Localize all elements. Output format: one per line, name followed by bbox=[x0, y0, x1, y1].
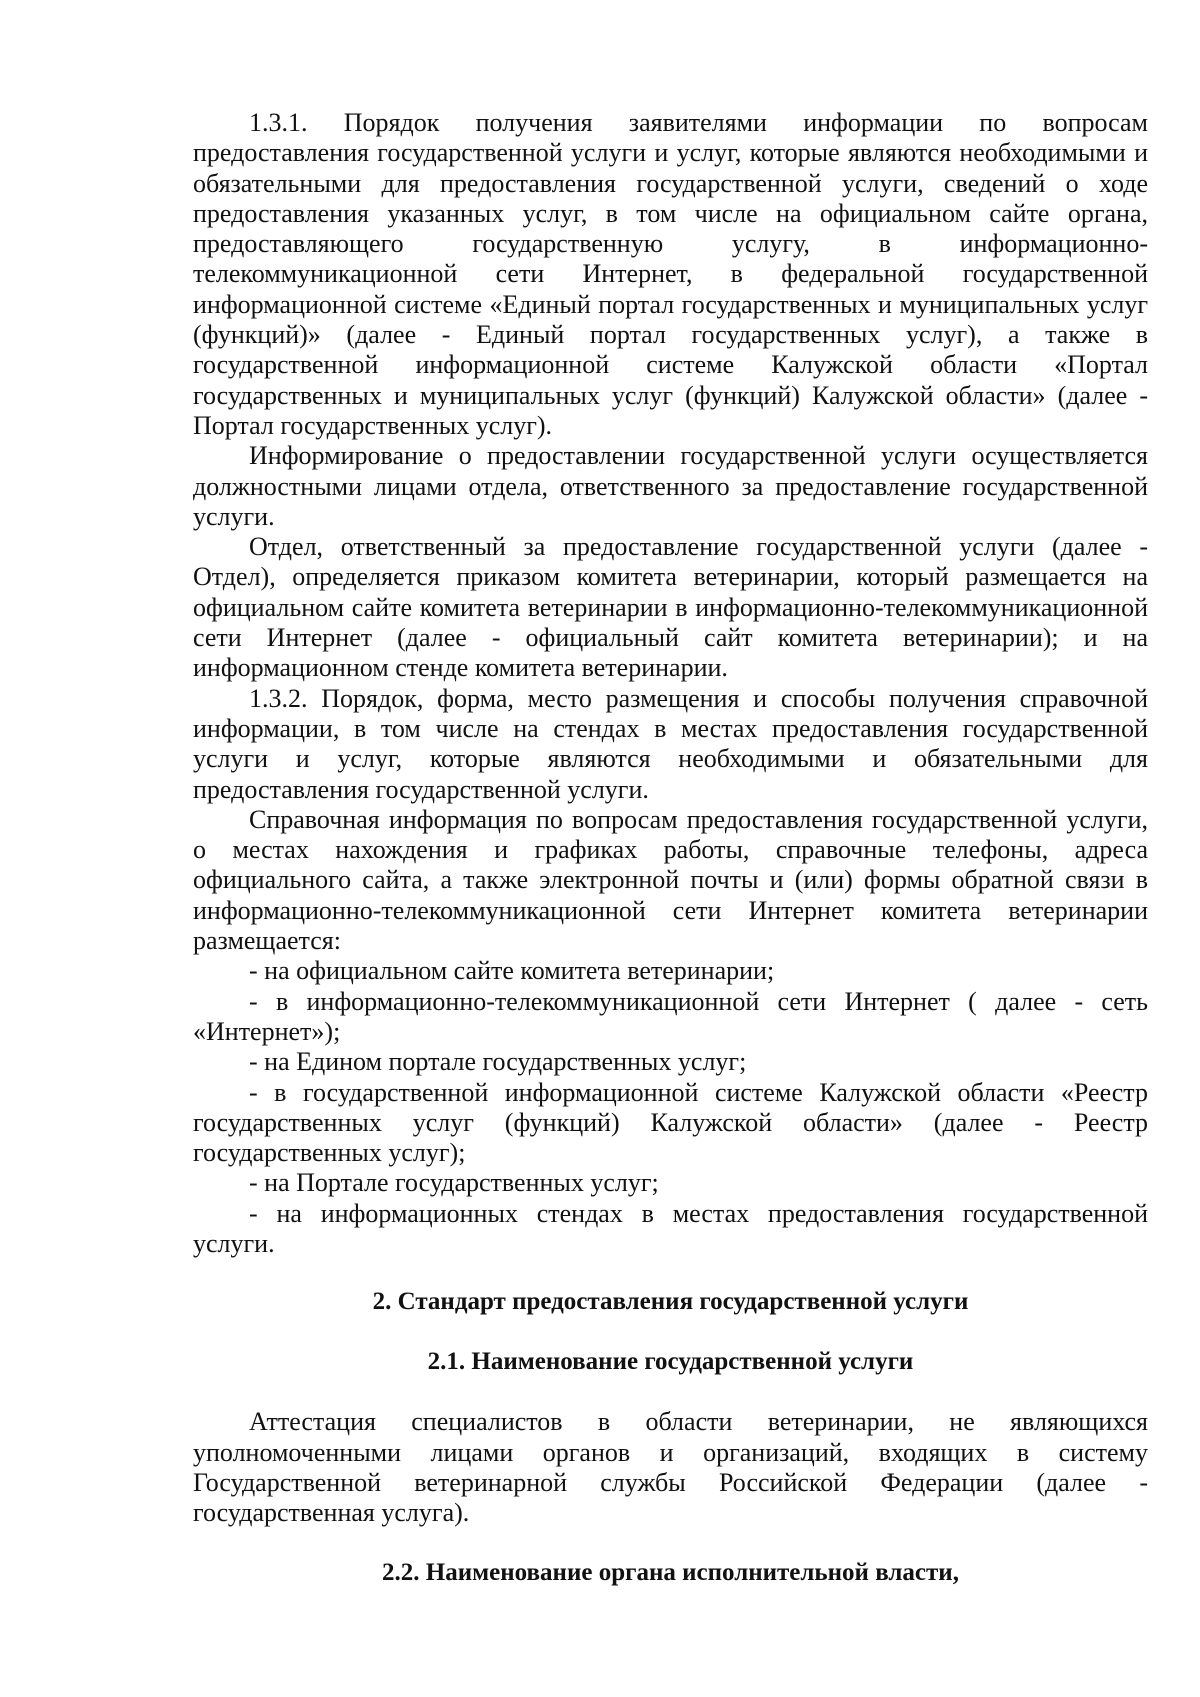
list-item: - на официальном сайте комитета ветеринарии; bbox=[249, 956, 775, 986]
paragraph-1-3-1: 1.3.1. Порядок получения заявителями информации по вопросам предоставления государственной услуги и услуг, которые являются необходимыми и обязательными для предоставления государственной услуги, сведений о ходе предоставления указанных услуг, в том числе на официальном сайте органа, предоставляющего государственную услугу, в информационно-телекоммуникационной сети Интернет, в федеральной государственной информационной системе «Единый портал государственных и муниципальных услуг (функций)» (далее - Единый портал государственных услуг), а также в государственной информационной системе Калужской области «Портал государственных и муниципальных услуг (функций) Калужской области» (далее - Портал государственных услуг). bbox=[193, 108, 1148, 440]
section-heading-2: 2. Стандарт предоставления государственной услуги bbox=[372, 1288, 969, 1316]
paragraph-2-1: Аттестация специалистов в области ветеринарии, не являющихся уполномоченными лицами органов и организаций, входящих в систему Государственной ветеринарной службы Российской Федерации (далее - государственная услуга). bbox=[193, 1407, 1148, 1528]
list-item: - на Портале государственных услуг; bbox=[249, 1168, 659, 1198]
paragraph-informing: Информирование о предоставлении государственной услуги осуществляется должностными лицами отдела, ответственного за предоставление государственной услуги. bbox=[193, 441, 1148, 531]
paragraph-1-3-2: 1.3.2. Порядок, форма, место размещения и способы получения справочной информации, в том числе на стендах в местах предоставления государственной услуги и услуг, которые являются необходимыми и обязательными для предоставления государственной услуги. bbox=[193, 683, 1148, 804]
section-heading-2-1: 2.1. Наименование государственной услуги bbox=[427, 1348, 914, 1376]
list-item: - в государственной информационной системе Калужской области «Реестр государственных услуг (функций) Калужской области» (далее - Реестр государственных услуг); bbox=[193, 1077, 1148, 1168]
list-item: - на информационных стендах в местах предоставления государственной услуги. bbox=[193, 1198, 1148, 1258]
paragraph-reference-info: Справочная информация по вопросам предоставления государственной услуги, о местах нахождения и графиках работы, справочные телефоны, адреса официального сайта, а также электронной почты и (или) формы обратной связи в информационно-телекоммуникационной сети Интернет комитета ветеринарии размещается: bbox=[193, 804, 1148, 956]
paragraph-department: Отдел, ответственный за предоставление государственной услуги (далее - Отдел), определяется приказом комитета ветеринарии, который размещается на официальном сайте комитета ветеринарии в информационно-телекоммуникационной сети Интернет (далее - официальный сайт комитета ветеринарии); и на информационном стенде комитета ветеринарии. bbox=[193, 532, 1148, 683]
list-item: - в информационно-телекоммуникационной сети Интернет ( далее - сеть «Интернет»); bbox=[193, 986, 1148, 1046]
document-page bbox=[193, 108, 1148, 1588]
list-item: - на Едином портале государственных услуг; bbox=[249, 1047, 747, 1077]
section-heading-2-2: 2.2. Наименование органа исполнительной власти, bbox=[382, 1559, 959, 1587]
